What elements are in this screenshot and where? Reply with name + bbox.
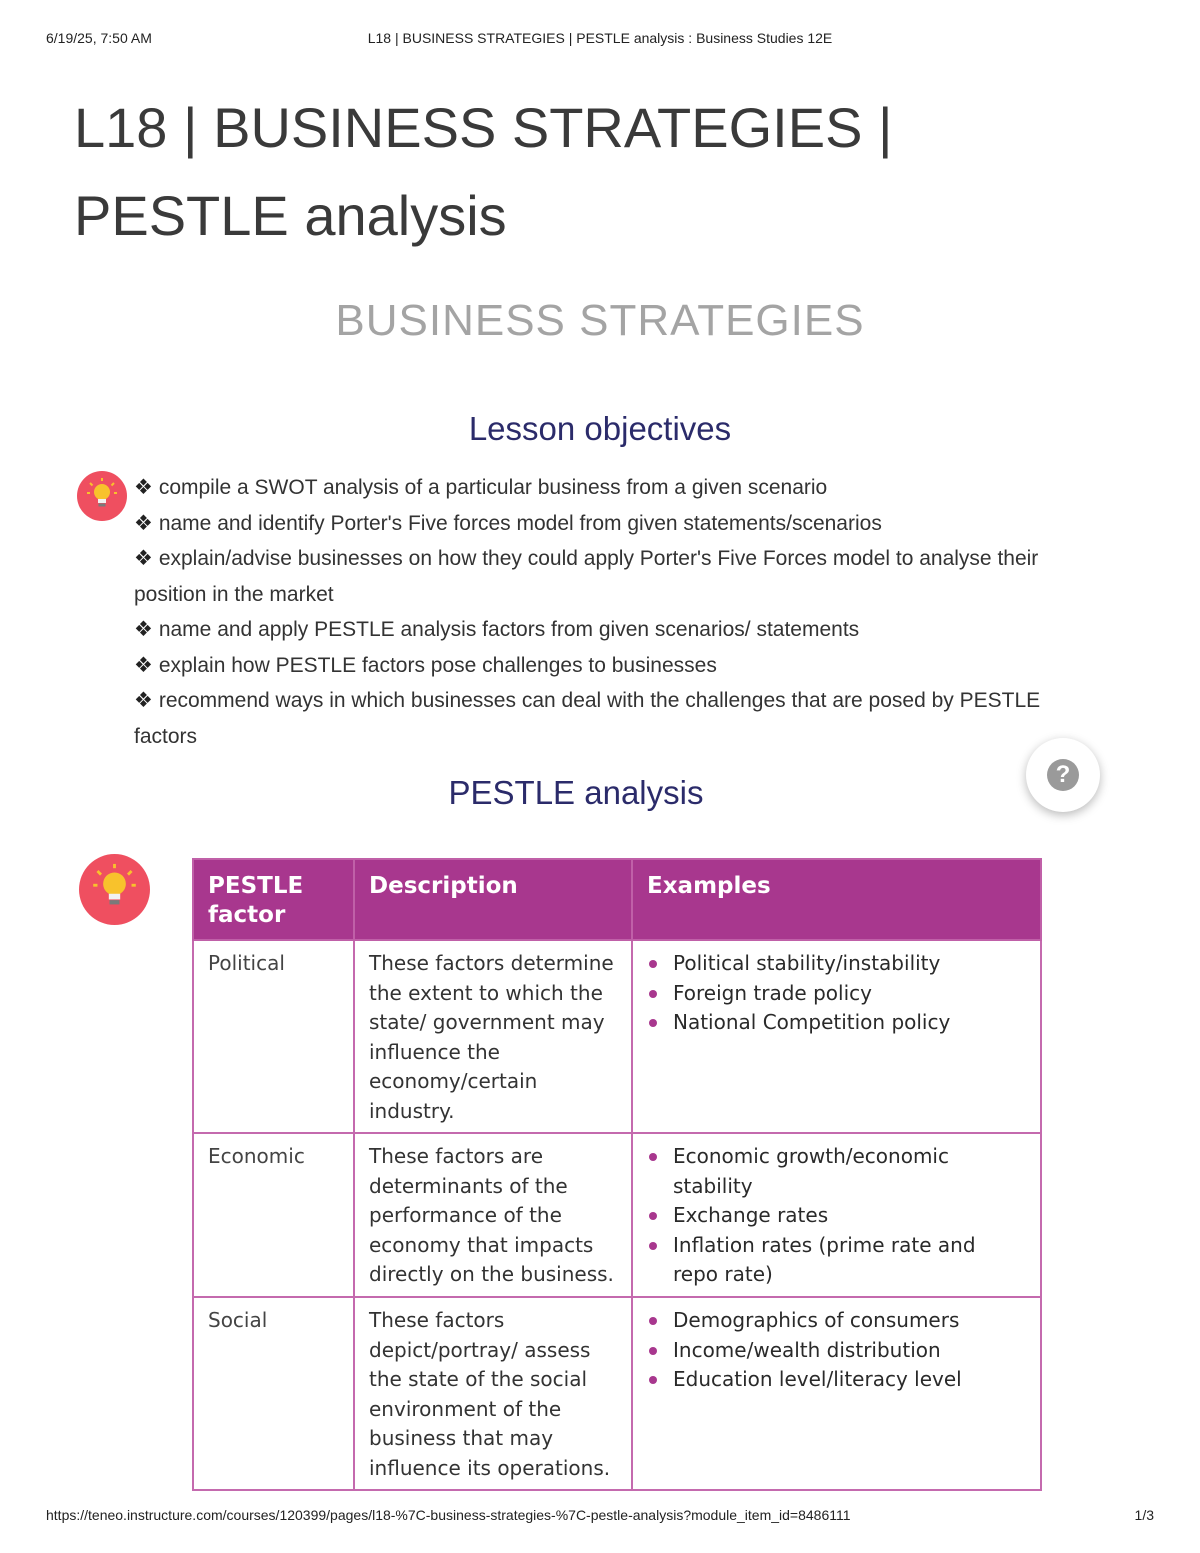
column-header-description: Description — [354, 859, 632, 940]
example-text: Demographics of consumers — [673, 1308, 960, 1332]
list-item — [134, 470, 1074, 506]
lightbulb-icon — [77, 471, 127, 521]
bullet-dot-icon — [649, 1019, 657, 1027]
objective-text: name and identify Porter's Five forces model from given statements/scenarios — [158, 511, 882, 535]
print-footer — [46, 1507, 1154, 1527]
factor-cell: Economic — [193, 1133, 354, 1297]
bullet-dot-icon — [649, 990, 657, 998]
print-url: https://teneo.instructure.com/courses/120399/pages/l18-%7C-business-strategies-%7C-pestle-analysis?module_item_id=8486111 — [46, 1507, 851, 1523]
table-row — [193, 940, 1041, 1133]
objective-text: name and apply PESTLE analysis factors from given scenarios/ statements — [158, 618, 860, 641]
example-text: Political stability/instability — [673, 951, 941, 975]
lightbulb-icon — [79, 854, 150, 925]
list-item — [647, 1008, 1026, 1038]
description-cell: These factors determine the extent to which the state/ government may influence the economy/certain industry. — [354, 940, 632, 1133]
column-header-factor: PESTLE factor — [193, 859, 354, 940]
bullet-dot-icon — [649, 1153, 657, 1161]
table-row — [193, 1133, 1041, 1297]
list-item — [647, 1231, 1026, 1290]
pestle-table — [192, 858, 1042, 1491]
examples-cell — [632, 1297, 1041, 1490]
list-item — [647, 1142, 1026, 1201]
bullet-dot-icon — [649, 1376, 657, 1384]
diamond-bullet-icon: ❖ — [134, 476, 153, 499]
bullet-dot-icon — [649, 1347, 657, 1355]
examples-cell — [632, 1133, 1041, 1297]
diamond-bullet-icon: ❖ — [134, 547, 153, 570]
list-item — [647, 979, 1026, 1009]
lesson-objectives-list — [134, 470, 1074, 754]
print-date: 6/19/25, 7:50 AM — [46, 30, 152, 46]
page-title: L18 | BUSINESS STRATEGIES | PESTLE analysis — [74, 96, 893, 247]
list-item — [647, 1201, 1026, 1231]
description-cell: These factors are determinants of the performance of the economy that impacts directly on the business. — [354, 1133, 632, 1297]
list-item — [647, 949, 1026, 979]
page-number: 1/3 — [1134, 1507, 1154, 1523]
description-cell: These factors depict/portray/ assess the state of the social environment of the business that may influence its operations. — [354, 1297, 632, 1490]
objective-text: compile a SWOT analysis of a particular business from a given scenario — [158, 476, 828, 499]
bullet-dot-icon — [649, 960, 657, 968]
list-item — [134, 541, 1074, 612]
list-item — [134, 506, 1074, 542]
example-text: Income/wealth distribution — [673, 1337, 941, 1362]
lesson-objectives-heading: Lesson objectives — [468, 410, 732, 447]
list-item — [134, 648, 1074, 684]
column-header-examples: Examples — [632, 859, 1041, 940]
examples-list — [647, 949, 1026, 1038]
table-row — [193, 1297, 1041, 1490]
example-text: Inflation rates (prime rate and repo rate) — [673, 1232, 976, 1286]
print-header — [46, 30, 1154, 50]
example-text: Foreign trade policy — [673, 980, 872, 1005]
bullet-dot-icon — [649, 1242, 657, 1250]
diamond-bullet-icon: ❖ — [134, 618, 153, 641]
examples-list — [647, 1306, 1026, 1395]
example-text: Education level/literacy level — [673, 1367, 962, 1391]
table-header-row — [193, 859, 1041, 940]
example-text: Economic growth/economic stability — [673, 1144, 949, 1198]
example-text: National Competition policy — [673, 1010, 951, 1034]
list-item — [134, 683, 1074, 754]
objective-text: explain/advise businesses on how they could apply Porter's Five Forces model to analyse their position in the market — [134, 547, 1039, 606]
example-text: Exchange rates — [673, 1203, 829, 1227]
diamond-bullet-icon: ❖ — [134, 653, 153, 677]
pestle-analysis-heading: PESTLE analysis — [448, 774, 704, 811]
factor-cell: Political — [193, 940, 354, 1133]
section-heading: BUSINESS STRATEGIES — [335, 296, 865, 345]
objective-text: explain how PESTLE factors pose challenges to businesses — [158, 653, 717, 677]
list-item — [647, 1336, 1026, 1366]
list-item — [134, 612, 1074, 648]
bullet-dot-icon — [649, 1212, 657, 1220]
list-item — [647, 1365, 1026, 1395]
question-circle-icon: ? — [1047, 759, 1079, 791]
factor-cell: Social — [193, 1297, 354, 1490]
list-item — [647, 1306, 1026, 1336]
diamond-bullet-icon: ❖ — [134, 689, 153, 712]
print-document-title: L18 | BUSINESS STRATEGIES | PESTLE analysis : Business Studies 12E — [367, 30, 833, 46]
examples-list — [647, 1142, 1026, 1290]
examples-cell — [632, 940, 1041, 1133]
diamond-bullet-icon: ❖ — [134, 511, 153, 535]
bullet-dot-icon — [649, 1317, 657, 1325]
objective-text: recommend ways in which businesses can deal with the challenges that are posed by PESTLE factors — [134, 689, 1041, 748]
